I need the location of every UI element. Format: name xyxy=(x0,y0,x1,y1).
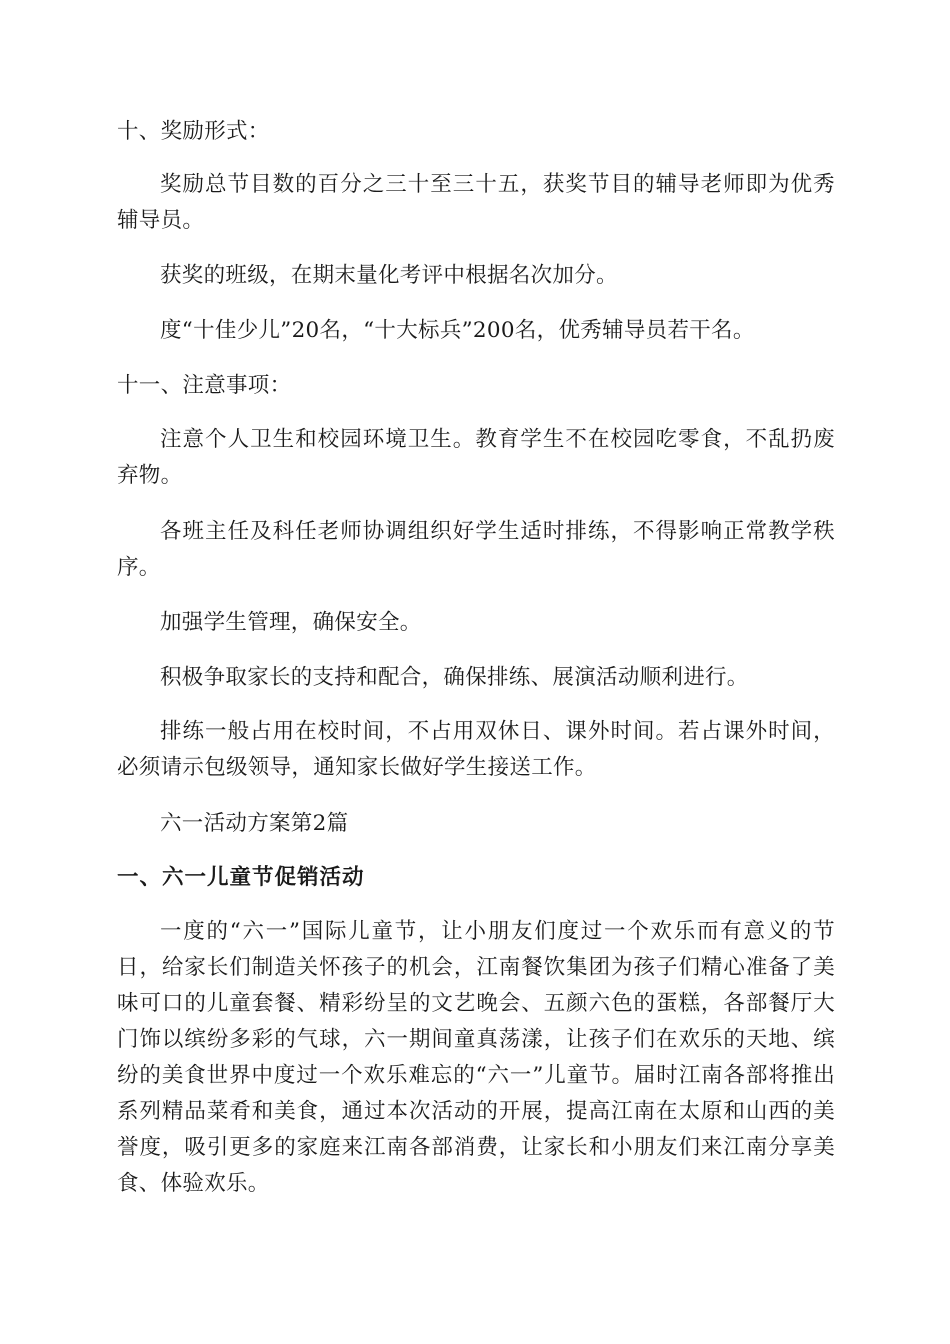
section-10-heading: 十、奖励形式： xyxy=(117,119,270,144)
section-11-paragraph-2: 各班主任及科任老师协调组织好学生适时排练，不得影响正常教学秩序。 xyxy=(117,519,835,580)
part-2-title: 六一活动方案第2篇 xyxy=(160,811,349,836)
part-2-section-1-paragraph-1: 一度的“六一”国际儿童节，让小朋友们度过一个欢乐而有意义的节日，给家长们制造关怀孩子的机会，江南餐饮集团为孩子们精心准备了美味可口的儿童套餐、精彩纷呈的文艺晚会、五颜六色的蛋糕，各部餐厅大门饰以缤纷多彩的气球，六一期间童真荡漾，让孩子们在欢乐的天地、缤纷的美食世界中度过一个欢乐难忘的“六一”儿童节。届时江南各部将推出系列精品菜肴和美食，通过本次活动的开展，提高江南在太原和山西的美誉度，吸引更多的家庭来江南各部消费，让家长和小朋友们来江南分享美食、体验欢乐。 xyxy=(117,919,835,1196)
section-10-paragraph-1: 奖励总节目数的百分之三十至三十五，获奖节目的辅导老师即为优秀辅导员。 xyxy=(117,172,835,233)
section-11-paragraph-1: 注意个人卫生和校园环境卫生。教育学生不在校园吃零食，不乱扔废弃物。 xyxy=(117,427,835,488)
section-10-paragraph-2: 获奖的班级，在期末量化考评中根据名次加分。 xyxy=(160,263,618,288)
section-10-paragraph-3: 度“十佳少儿”20名，“十大标兵”200名，优秀辅导员若干名。 xyxy=(160,318,755,343)
section-11-paragraph-3: 加强学生管理，确保安全。 xyxy=(160,610,422,635)
section-11-paragraph-4: 积极争取家长的支持和配合，确保排练、展演活动顺利进行。 xyxy=(160,665,749,690)
part-2-section-1-heading: 一、六一儿童节促销活动 xyxy=(117,865,365,890)
section-11-heading: 十一、注意事项： xyxy=(117,373,292,398)
section-11-paragraph-5: 排练一般占用在校时间，不占用双休日、课外时间。若占课外时间，必须请示包级领导，通知家长做好学生接送工作。 xyxy=(117,719,835,780)
